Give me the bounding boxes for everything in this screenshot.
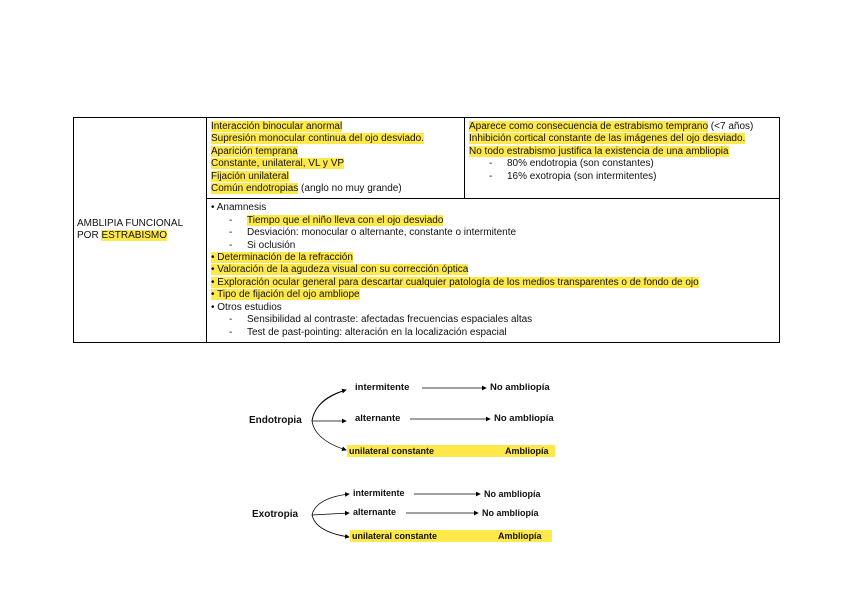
notes-line-age: (<7 años) <box>708 121 754 132</box>
characteristic-line: Fijación unilateral <box>211 170 289 182</box>
diag-item: Exploración ocular general para descartar cualquier patología de los medios transparentes o de fondo de ojo <box>217 276 699 288</box>
diag-otros: • Otros estudios <box>211 301 282 313</box>
diag-sub-item: Si oclusión <box>247 239 296 251</box>
endotropia-branch: alternante <box>355 413 401 424</box>
exotropia-result: No ambliopía <box>484 489 541 499</box>
exotropia-result: No ambliopía <box>482 508 539 518</box>
diag-sub-item: Test de past-pointing: alteración en la localización espacial <box>247 326 507 338</box>
notes-sub-item: 80% endotropia (son constantes) <box>507 158 654 170</box>
diag-anamnesis: • Anamnesis <box>211 202 267 214</box>
diag-item: Tipo de fijación del ojo ambliope <box>217 289 360 301</box>
endotropia-root: Endotropia <box>249 415 302 426</box>
exotropia-branch-highlight <box>350 530 552 542</box>
row-label-text: AMBLIPIA FUNCIONAL POR <box>77 217 183 241</box>
endotropia-branch-highlight <box>347 445 555 457</box>
diag-sub-item: Desviación: monocular o alternante, constante o intermitente <box>247 227 517 239</box>
diag-sub-item: Tiempo que el niño lleva con el ojo desviado <box>247 214 444 226</box>
notes-cell: Aparece como consecuencia de estrabismo temprano (<7 años) Inhibición cortical constante de las imágenes del ojo desviado. No todo estrabismo justifica la existencia de una ambliopia - 80% endotropia (son constantes) - 16% exotropia (son intermitentes) <box>465 118 780 199</box>
row-label-highlight: ESTRABISMO <box>101 229 168 241</box>
endotropia-branch: unilateral constante <box>349 446 435 456</box>
notes-line: No todo estrabismo justifica la existencia de una ambliopia <box>469 145 729 157</box>
characteristic-line: Común endotropias <box>211 183 299 195</box>
characteristic-line: Supresión monocular continua del ojo desviado. <box>211 133 424 145</box>
diagnosis-cell: • Anamnesis - Tiempo que el niño lleva con el ojo desviado - Desviación: monocular o alternante, constante o intermitente - Si oclusión • Determinación de la refracción • Valoración de la agudeza visual con su corrección óptica • Exploración ocular general para descartar cualquier patología de los medios transparentes o de fondo de ojo • Tipo de fijación del ojo ambliope • Otros estudios - Sensibilidad al contraste: afectadas frecuencias espaciales altas - Test de past-pointing: alteración en la localización espacial <box>207 199 780 342</box>
diag-item: Determinación de la refracción <box>217 252 353 264</box>
characteristic-line: Constante, unilateral, VL y VP <box>211 158 345 170</box>
endotropia-result: No ambliopía <box>490 382 550 393</box>
exotropia-root: Exotropia <box>252 509 299 520</box>
exotropia-branch: alternante <box>353 507 397 517</box>
characteristic-line-note: (anglo no muy grande) <box>298 183 402 195</box>
exotropia-branch: unilateral constante <box>352 531 438 541</box>
characteristic-line: Aparición temprana <box>211 145 298 157</box>
exotropia-branch: intermitente <box>353 488 405 498</box>
notes-sub-item: 16% exotropia (son intermitentes) <box>507 170 657 182</box>
notes-line: Inhibición cortical constante de las imágenes del ojo desviado. <box>469 133 746 145</box>
diag-sub-item: Sensibilidad al contraste: afectadas frecuencias espaciales altas <box>247 314 533 326</box>
endotropia-result: No ambliopía <box>494 413 554 424</box>
exotropia-result: Ambliopía <box>498 531 542 541</box>
diag-item: Valoración de la agudeza visual con su corrección óptica <box>217 264 469 276</box>
notes-line: Aparece como consecuencia de estrabismo temprano <box>469 121 709 132</box>
endotropia-result: Ambliopía <box>505 446 549 456</box>
characteristic-line: Interacción binocular anormal <box>211 121 343 132</box>
endotropia-branch: intermitente <box>355 382 410 393</box>
